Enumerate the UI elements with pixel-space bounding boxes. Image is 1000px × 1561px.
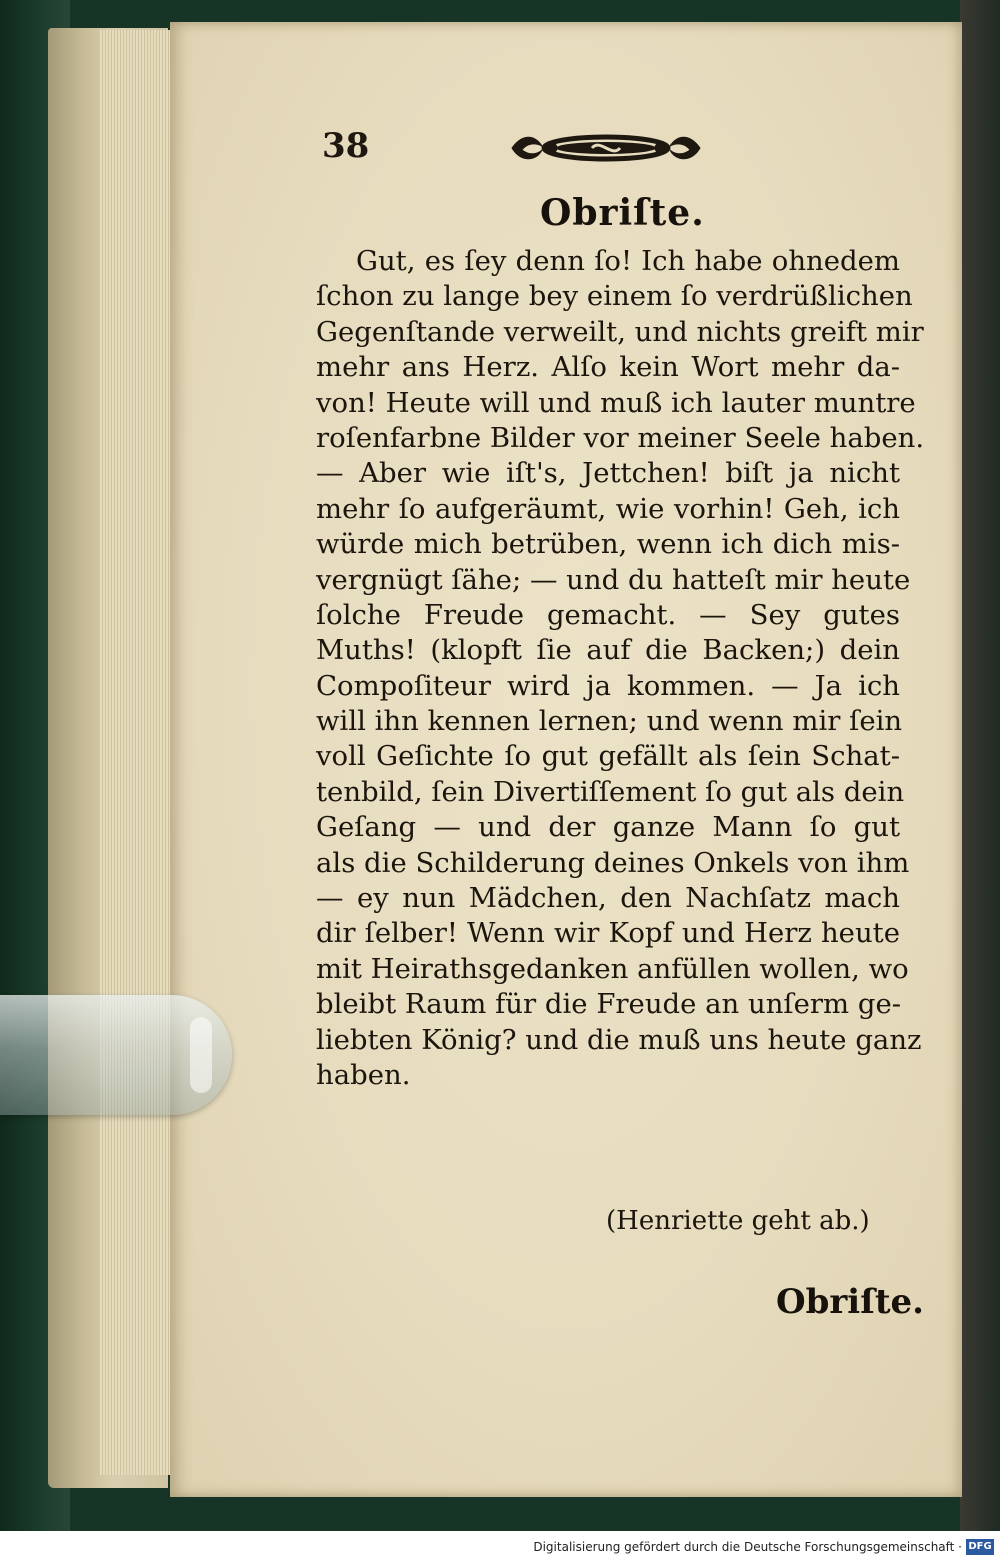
glass-page-weight (0, 995, 232, 1115)
scanner-background-right (960, 0, 1000, 1561)
text-line: Compoſiteur wird ja kommen. — Ja ich (316, 669, 900, 702)
text-line: will ihn kennen lernen; und wenn mir ſein (316, 705, 903, 738)
text-line: Gegenſtande verweilt, und nichts greift mir (316, 315, 924, 348)
text-line: würde mich betrüben, wenn ich dich mis- (316, 528, 900, 561)
text-line: voll Geſichte ſo gut gefällt als ſein Schat- (316, 740, 900, 773)
catchword: Obriſte. (776, 1282, 925, 1322)
dfg-logo-icon: DFG (966, 1539, 994, 1555)
text-line: haben. (316, 1058, 411, 1091)
stage-direction: (Henriette geht ab.) (606, 1206, 870, 1236)
speaker-heading: Obriſte. (540, 192, 705, 234)
text-line: mehr ans Herz. Alſo kein Wort mehr da- (316, 351, 900, 384)
text-line: als die Schilderung deines Onkels von ihm (316, 846, 910, 879)
text-line: roſenfarbne Bilder vor meiner Seele haben. (316, 421, 925, 454)
text-line: — Aber wie iſt's, Jettchen! biſt ja nicht (316, 457, 900, 490)
text-line: dir ſelber! Wenn wir Kopf und Herz heute (316, 917, 900, 950)
text-line: mit Heirathsgedanken anfüllen wollen, wo (316, 952, 909, 985)
text-line: von! Heute will und muß ich lauter muntre (316, 386, 916, 419)
page-number: 38 (322, 126, 370, 166)
text-line: — ey nun Mädchen, den Nachſatz mach (316, 882, 900, 915)
funding-credit: Digitalisierung gefördert durch die Deutsche Forschungsgemeinschaft · (533, 1540, 962, 1554)
speech-paragraph (316, 244, 925, 1093)
page-stack-edges (100, 30, 171, 1475)
ornament-icon (508, 126, 704, 170)
text-line: Geſang — und der ganze Mann ſo gut (316, 811, 900, 844)
text-line: vergnügt ſähe; — und du hatteſt mir heute (316, 563, 911, 596)
text-line: Muths! (klopft ſie auf die Backen;) dein (316, 634, 900, 667)
text-line: Gut, es ſey denn ſo! Ich habe ohnedem (356, 245, 900, 277)
text-line: ſolche Freude gemacht. — Sey gutes (316, 598, 900, 631)
text-line: mehr ſo aufgeräumt, wie vorhin! Geh, ich (316, 492, 900, 525)
text-line: tenbild, ſein Divertiſſement ſo gut als dein (316, 775, 905, 808)
text-line: liebten König? und die muß uns heute ganz (316, 1023, 922, 1056)
text-line: ſchon zu lange bey einem ſo verdrüßlichen (316, 280, 913, 313)
text-line: bleibt Raum für die Freude an unſerm ge- (316, 988, 902, 1021)
